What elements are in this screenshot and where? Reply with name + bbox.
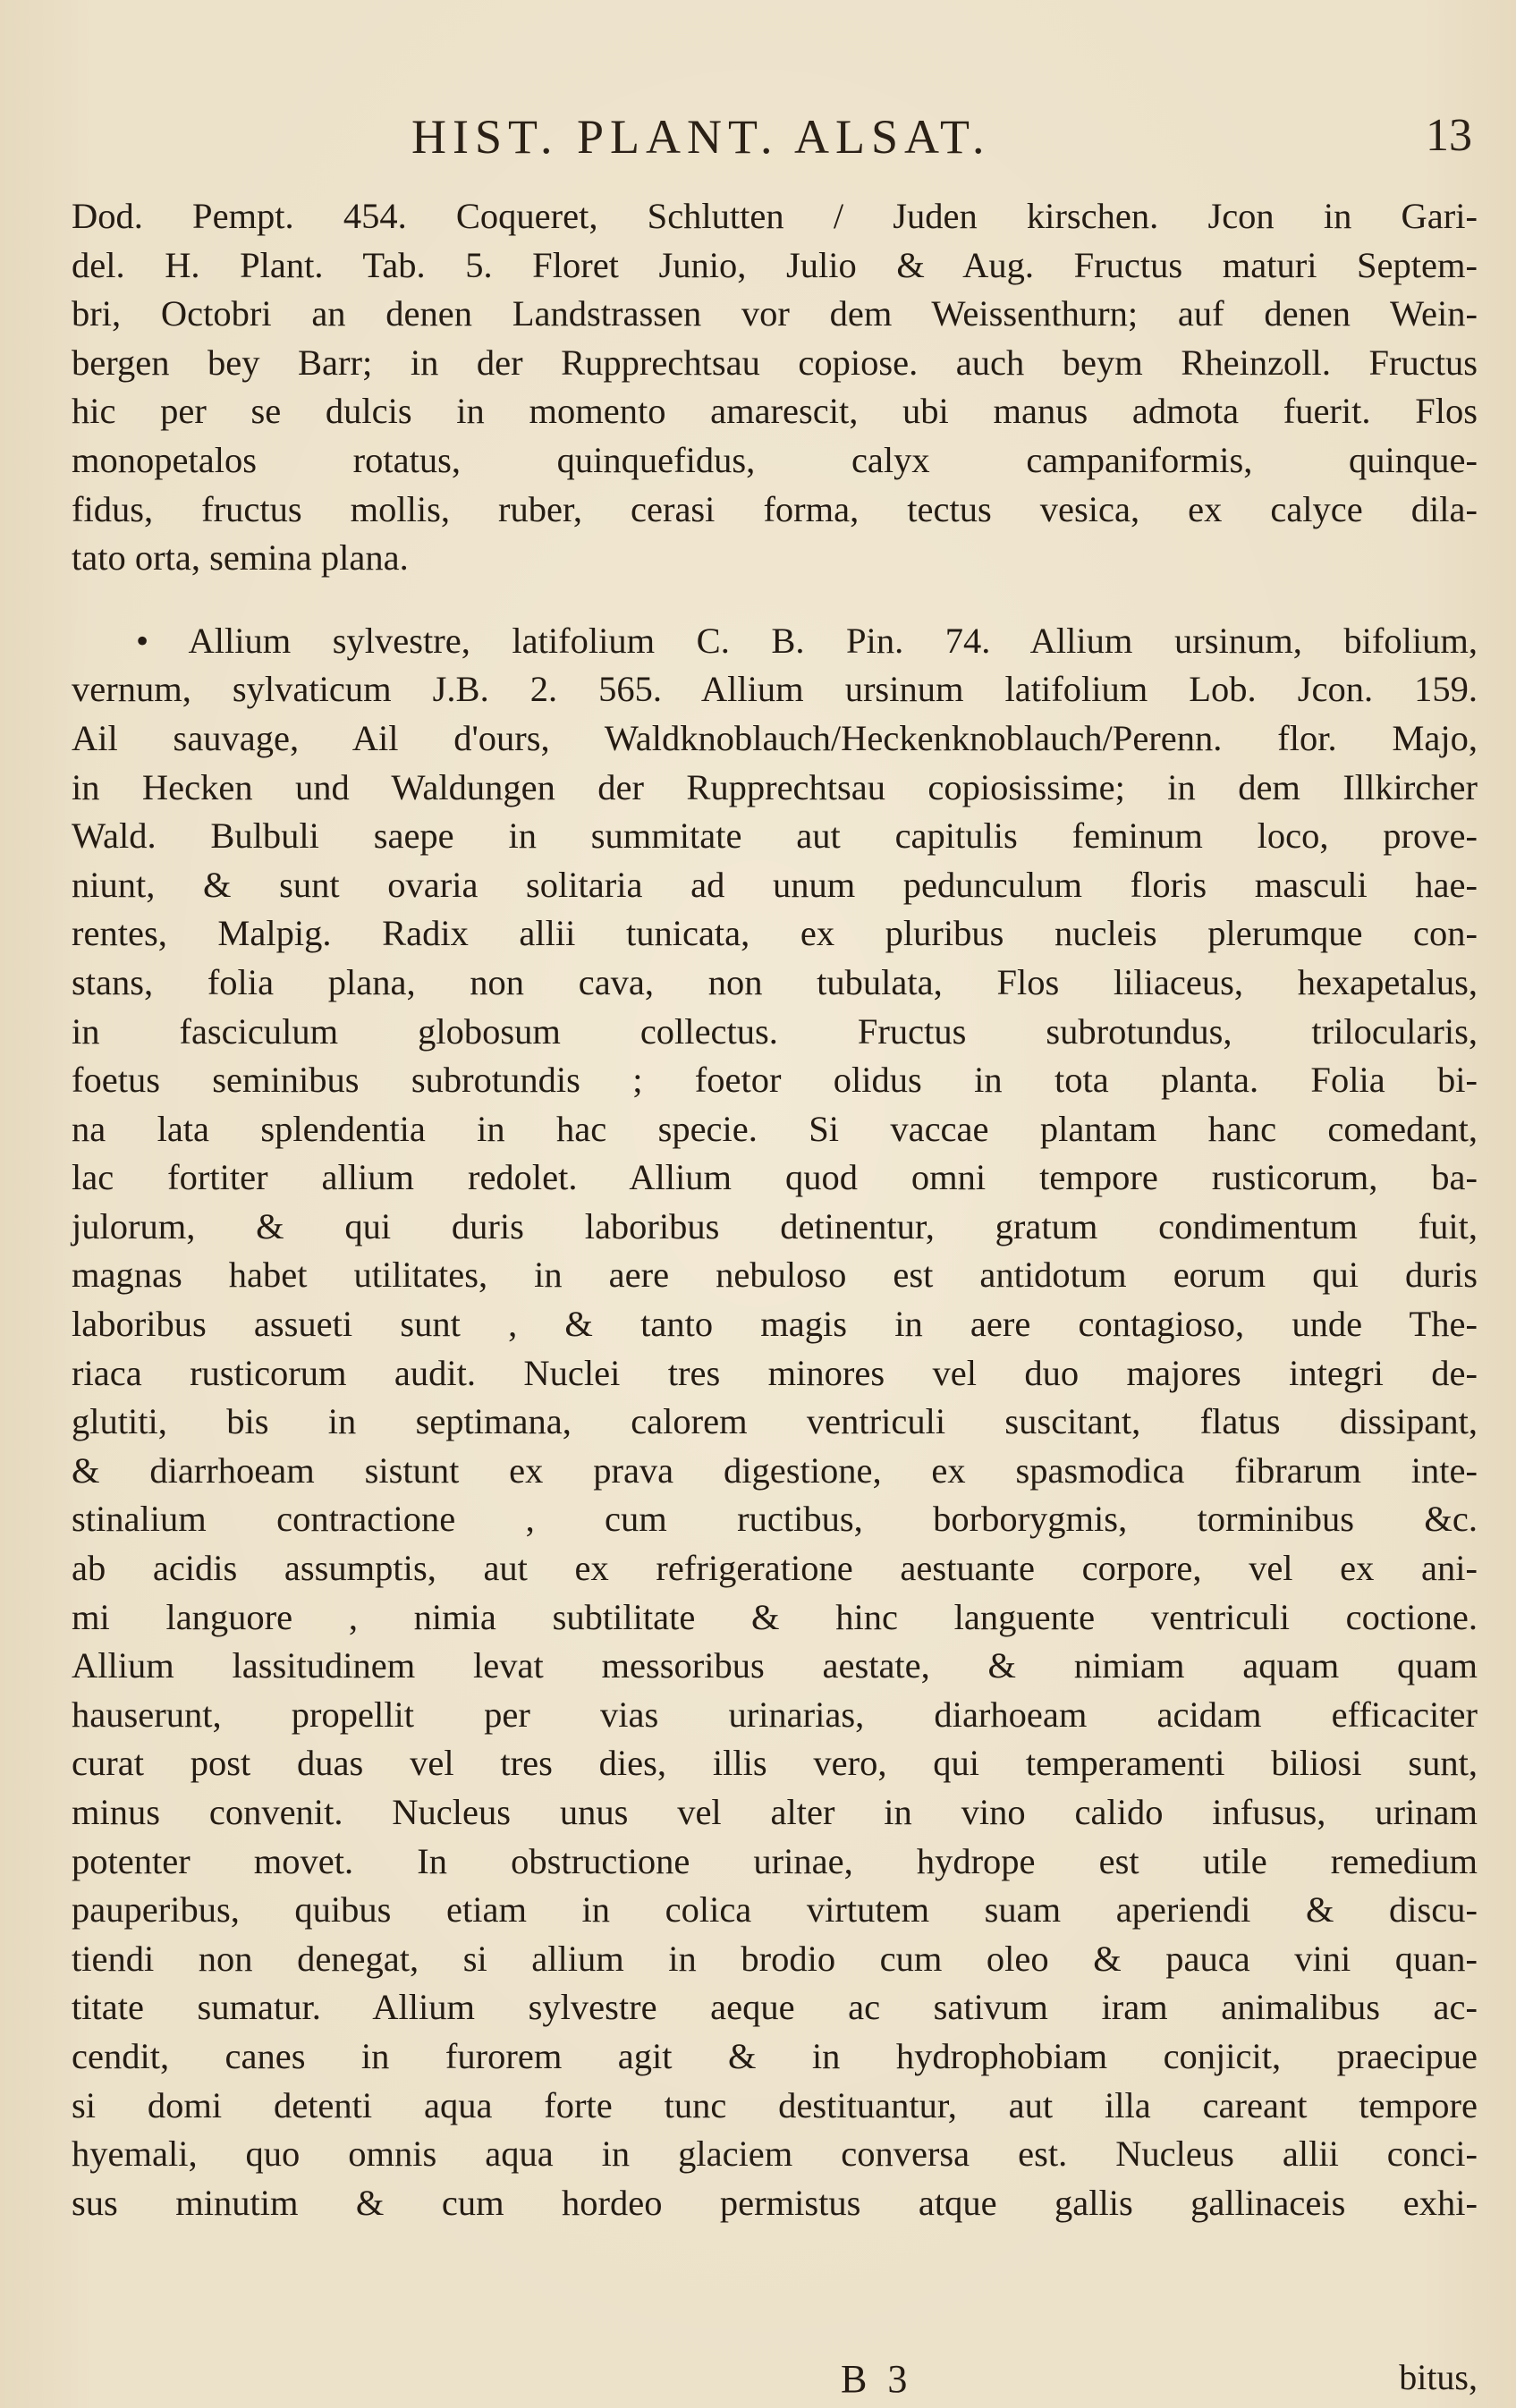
text-line: na lata splendentia in hac specie. Si vaccae plantam hanc comedant, xyxy=(72,1108,1478,1149)
text-line: fidus, fructus mollis, ruber, cerasi forma, tectus vesica, ex calyce dila- xyxy=(72,488,1478,529)
text-line: Ail sauvage, Ail d'ours, Waldknoblauch/Heckenknoblauch/Perenn. flor. Majo, xyxy=(72,717,1478,758)
text-line: & diarrhoeam sistunt ex prava digestione, ex spasmodica fibrarum inte- xyxy=(72,1449,1478,1491)
text-line: hic per se dulcis in momento amarescit, ubi manus admota fuerit. Flos xyxy=(72,391,1478,432)
text-line: tiendi non denegat, si allium in brodio cum oleo & pauca vini quan- xyxy=(72,1938,1478,1979)
text-line: hauserunt, propellit per vias urinarias, diarhoeam acidam efficaciter xyxy=(72,1694,1478,1735)
text-line: tato orta, semina plana. xyxy=(72,537,409,579)
text-line: laboribus assueti sunt , & tanto magis in aere contagioso, unde The- xyxy=(72,1304,1478,1345)
text-line: Dod. Pempt. 454. Coqueret, Schlutten / Juden kirschen. Jcon in Gari- xyxy=(72,196,1478,236)
text-line: Allium lassitudinem levat messoribus aestate, & nimiam aquam quam xyxy=(72,1645,1478,1686)
text-line: in fasciculum globosum collectus. Fructus subrotundus, trilocularis, xyxy=(72,1010,1478,1052)
body-text xyxy=(72,192,1478,2227)
text-line: cendit, canes in furorem agit & in hydrophobiam conjicit, praecipue xyxy=(72,2035,1478,2076)
text-line: Wald. Bulbuli saepe in summitate aut capitulis feminum loco, prove- xyxy=(72,815,1478,857)
text-line: del. H. Plant. Tab. 5. Floret Junio, Julio & Aug. Fructus maturi Septem- xyxy=(72,244,1478,285)
text-line: si domi detenti aqua forte tunc destituantur, aut illa careant tempore xyxy=(72,2084,1478,2125)
text-line: • Allium sylvestre, latifolium C. B. Pin. 74. Allium ursinum, bifolium, xyxy=(136,620,1478,661)
text-line: glutiti, bis in septimana, calorem ventriculi suscitant, flatus dissipant, xyxy=(72,1401,1478,1442)
signature-mark: B 3 xyxy=(841,2357,913,2401)
text-line: julorum, & qui duris laboribus detinentur, gratum condimentum fuit, xyxy=(72,1205,1478,1246)
text-line: curat post duas vel tres dies, illis vero, qui temperamenti biliosi sunt, xyxy=(72,1743,1478,1784)
text-line: sus minutim & cum hordeo permistus atque gallis gallinaceis exhi- xyxy=(72,2182,1478,2223)
paragraph-gap xyxy=(72,583,1478,617)
text-line: niunt, & sunt ovaria solitaria ad unum pedunculum floris masculi hae- xyxy=(72,864,1478,905)
paragraph-physalis xyxy=(72,192,1478,583)
text-line: rentes, Malpig. Radix allii tunicata, ex pluribus nucleis plerumque con- xyxy=(72,913,1478,954)
text-line: ab acidis assumptis, aut ex refrigeratione aestuante corpore, vel ex ani- xyxy=(72,1548,1478,1589)
running-title: HIST. PLANT. ALSAT. xyxy=(411,110,991,164)
text-line: titate sumatur. Allium sylvestre aeque ac sativum iram animalibus ac- xyxy=(72,1987,1478,2028)
text-line: foetus seminibus subrotundis ; foetor olidus in tota planta. Folia bi- xyxy=(72,1060,1478,1101)
paragraph-allium xyxy=(72,617,1478,2228)
text-line: hyemali, quo omnis aqua in glaciem conversa est. Nucleus allii conci- xyxy=(72,2133,1478,2175)
text-line: magnas habet utilitates, in aere nebuloso est antidotum eorum qui duris xyxy=(72,1255,1478,1296)
text-line: vernum, sylvaticum J.B. 2. 565. Allium ursinum latifolium Lob. Jcon. 159. xyxy=(72,669,1478,710)
page-header xyxy=(72,109,1476,172)
text-line: monopetalos rotatus, quinquefidus, calyx campaniformis, quinque- xyxy=(72,439,1478,480)
text-line: in Hecken und Waldungen der Rupprechtsau copiosissime; in dem Illkircher xyxy=(72,766,1478,807)
catchword: bitus, xyxy=(1399,2357,1478,2397)
text-line: riaca rusticorum audit. Nuclei tres minores vel duo majores integri de- xyxy=(72,1352,1478,1393)
text-line: potenter movet. In obstructione urinae, hydrope est utile remedium xyxy=(72,1840,1478,1881)
text-line: minus convenit. Nucleus unus vel alter in vino calido infusus, urinam xyxy=(72,1792,1478,1832)
page-number: 13 xyxy=(1426,110,1472,161)
text-line: bergen bey Barr; in der Rupprechtsau copiose. auch beym Rheinzoll. Fructus xyxy=(72,342,1478,383)
text-line: pauperibus, quibus etiam in colica virtutem suam aperiendi & discu- xyxy=(72,1889,1478,1931)
page-footer xyxy=(72,2356,1478,2401)
text-line: stinalium contractione , cum ructibus, borborygmis, torminibus &c. xyxy=(72,1499,1478,1540)
text-line: lac fortiter allium redolet. Allium quod omni tempore rusticorum, ba- xyxy=(72,1157,1478,1198)
text-line: mi languore , nimia subtilitate & hinc languente ventriculi coctione. xyxy=(72,1596,1478,1637)
text-line: stans, folia plana, non cava, non tubulata, Flos liliaceus, hexapetalus, xyxy=(72,961,1478,1002)
text-line: bri, Octobri an denen Landstrassen vor dem Weissenthurn; auf denen Wein- xyxy=(72,293,1478,334)
